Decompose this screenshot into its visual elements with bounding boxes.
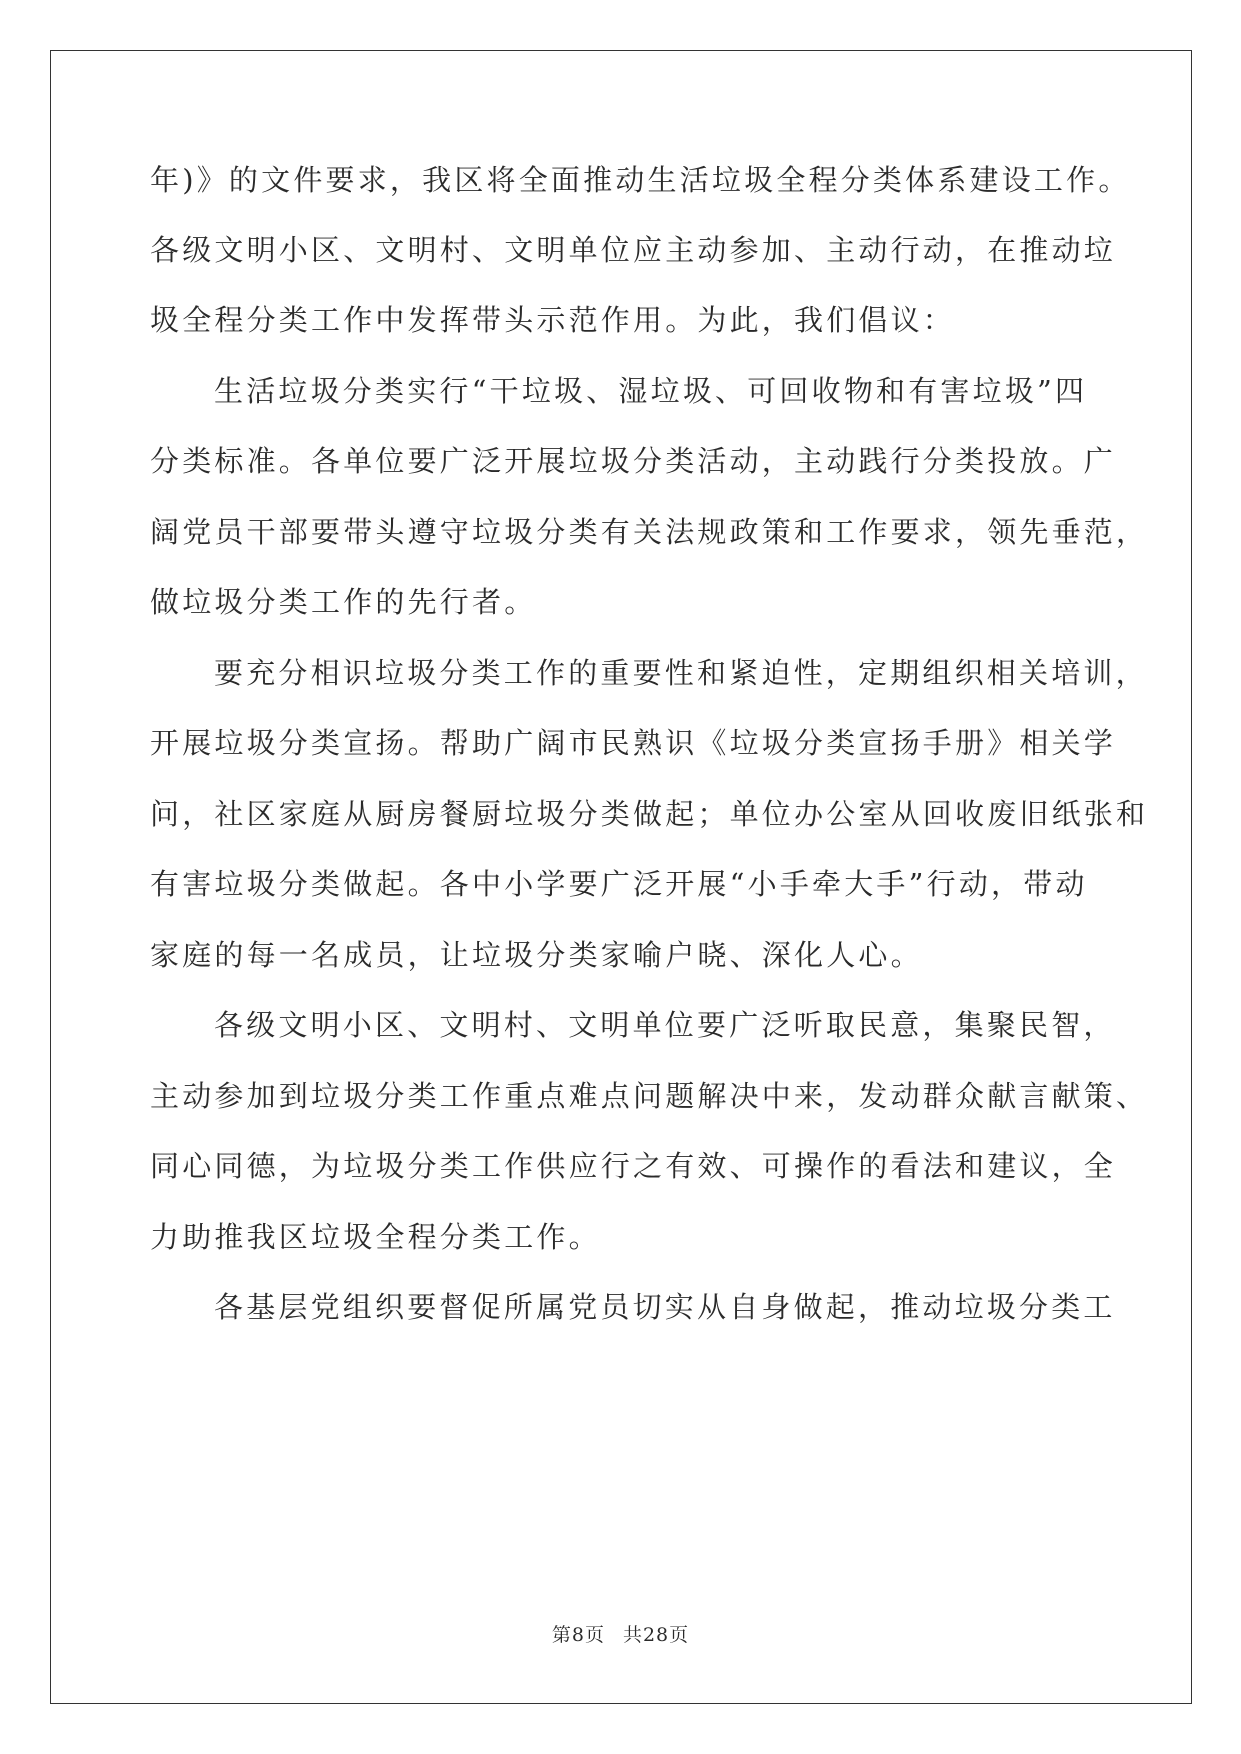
text-line: 家庭的每一名成员，让垃圾分类家喻户晓、深化人心。	[150, 938, 923, 972]
paragraph-first-line: 各级文明小区、文明村、文明单位要广泛听取民意，集聚民智，	[214, 1008, 1116, 1042]
text-line: 同心同德，为垃圾分类工作供应行之有效、可操作的看法和建议，全	[150, 1149, 1117, 1183]
text-line: 各级文明小区、文明村、文明单位应主动参加、主动行动，在推动垃	[150, 233, 1117, 267]
text-line: 年)》的文件要求，我区将全面推动生活垃圾全程分类体系建设工作。	[150, 163, 1131, 197]
text-line: 主动参加到垃圾分类工作重点难点问题解决中来，发动群众献言献策、	[150, 1079, 1149, 1113]
text-line: 力助推我区垃圾全程分类工作。	[150, 1220, 601, 1254]
text-line: 圾全程分类工作中发挥带头示范作用。为此，我们倡议：	[150, 303, 956, 337]
page-total: 共28页	[622, 1624, 690, 1646]
paragraph-first-line: 要充分相识垃圾分类工作的重要性和紧迫性，定期组织相关培训，	[214, 656, 1148, 690]
paragraph-first-line: 各基层党组织要督促所属党员切实从自身做起，推动垃圾分类工	[214, 1290, 1116, 1324]
text-line: 开展垃圾分类宣扬。帮助广阔市民熟识《垃圾分类宣扬手册》相关学	[150, 726, 1117, 760]
text-line: 分类标准。各单位要广泛开展垃圾分类活动，主动践行分类投放。广	[150, 444, 1117, 478]
text-line: 阔党员干部要带头遵守垃圾分类有关法规政策和工作要求，领先垂范，	[150, 515, 1149, 549]
page-footer	[0, 1620, 1241, 1647]
page-number: 第8页	[551, 1624, 605, 1646]
text-line: 问，社区家庭从厨房餐厨垃圾分类做起；单位办公室从回收废旧纸张和	[150, 797, 1149, 831]
text-line: 有害垃圾分类做起。各中小学要广泛开展“小手牵大手”行动，带动	[150, 867, 1088, 901]
paragraph-first-line: 生活垃圾分类实行“干垃圾、湿垃圾、可回收物和有害垃圾”四	[214, 374, 1088, 408]
text-line: 做垃圾分类工作的先行者。	[150, 585, 537, 619]
